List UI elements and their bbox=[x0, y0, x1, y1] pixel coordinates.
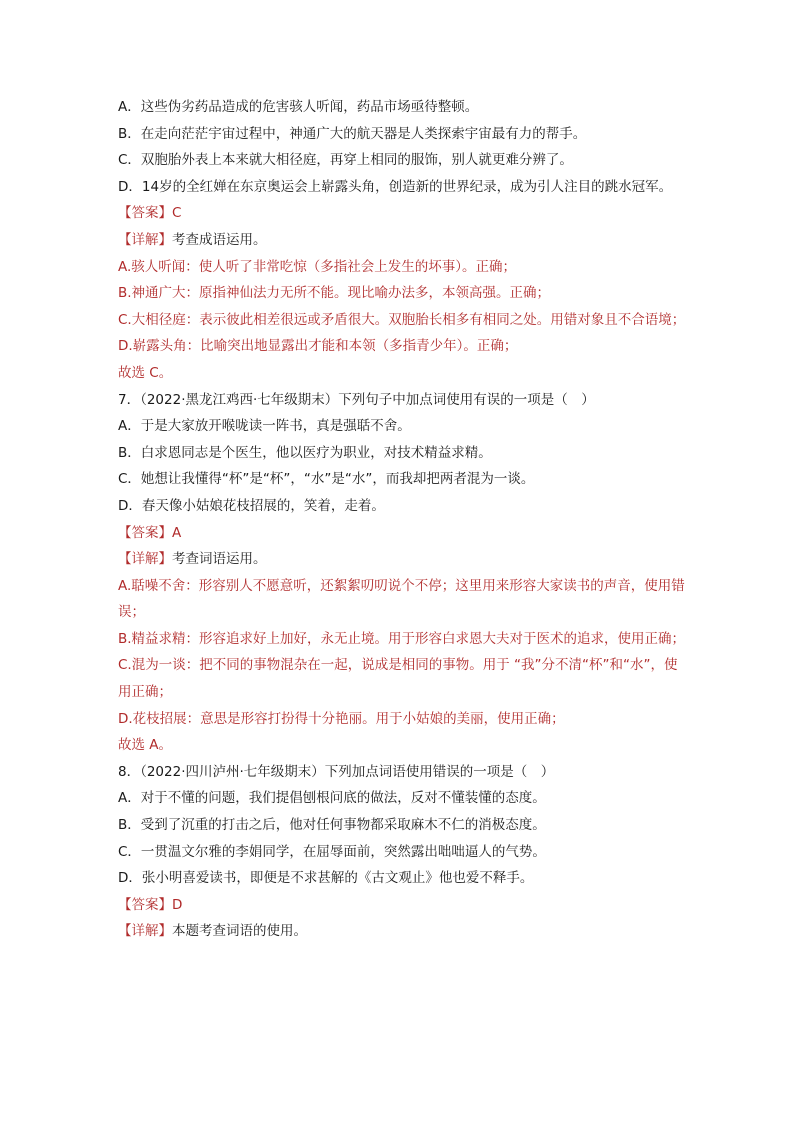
q6-explanation-b: B.神通广大：原指神仙法力无所不能。现比喻办法多，本领高强。正确； bbox=[118, 285, 551, 302]
q6-detail bbox=[118, 227, 688, 254]
answer-tag: 【答案】 bbox=[118, 896, 172, 913]
detail-tag: 【详解】 bbox=[118, 231, 172, 248]
q7-explanation-c: C.混为一谈：把不同的事物混杂在一起，说成是相同的事物。用于 “我”分不清“杯”和“水”，使用正确； bbox=[118, 657, 678, 701]
answer-value: C bbox=[172, 205, 182, 222]
q7-answer bbox=[118, 520, 688, 547]
q7-explanation-d: D.花枝招展：意思是形容打扮得十分艳丽。用于小姑娘的美丽，使用正确； bbox=[118, 710, 565, 727]
q6-conclusion: 故选 C。 bbox=[118, 364, 173, 381]
q8-option-b: B．受到了沉重的打击之后，他对任何事物都采取麻木不仁的消极态度。 bbox=[118, 817, 546, 834]
q6-option-b: B．在走向茫茫宇宙过程中，神通广大的航天器是人类探索宇宙最有力的帮手。 bbox=[118, 125, 587, 142]
detail-text: 本题考查词语的使用。 bbox=[172, 923, 307, 940]
answer-tag: 【答案】 bbox=[118, 205, 172, 222]
q8-question: 8．（2022·四川泸州·七年级期末）下列加点词语使用错误的一项是（ ） bbox=[118, 763, 555, 780]
answer-tag: 【答案】 bbox=[118, 524, 172, 541]
document-body bbox=[118, 94, 688, 945]
q8-option-d: D．张小明喜爱读书，即便是不求甚解的《古文观止》他也爱不释手。 bbox=[118, 870, 534, 887]
q6-explanation-d: D.崭露头角：比喻突出地显露出才能和本领（多指青少年）。正确； bbox=[118, 338, 518, 355]
q6-option-d: D．14岁的全红婵在东京奥运会上崭露头角，创造新的世界纪录，成为引人注目的跳水冠军。 bbox=[118, 178, 673, 195]
q8-detail bbox=[118, 918, 688, 945]
q7-conclusion: 故选 A。 bbox=[118, 737, 173, 754]
detail-text: 考查词语运用。 bbox=[172, 551, 267, 568]
detail-text: 考查成语运用。 bbox=[172, 231, 267, 248]
q7-option-a: A．于是大家放开喉咙读一阵书，真是强聒不舍。 bbox=[118, 418, 411, 435]
q7-explanation-b: B.精益求精：形容追求好上加好，永无止境。用于形容白求恩大夫对于医术的追求，使用正确； bbox=[118, 630, 686, 647]
q7-option-c: C．她想让我懂得“杯”是“杯”，“水”是“水”，而我却把两者混为一谈。 bbox=[118, 471, 535, 488]
detail-tag: 【详解】 bbox=[118, 923, 172, 940]
q6-answer bbox=[118, 200, 688, 227]
q6-explanation-c: C.大相径庭：表示彼此相差很远或矛盾很大。双胞胎长相多有相同之处。用错对象且不合语境； bbox=[118, 311, 686, 328]
q7-question: 7．（2022·黑龙江鸡西·七年级期末）下列句子中加点词使用有误的一项是（ ） bbox=[118, 391, 595, 408]
q7-detail bbox=[118, 546, 688, 573]
detail-tag: 【详解】 bbox=[118, 551, 172, 568]
q7-option-b: B．白求恩同志是个医生，他以医疗为职业，对技术精益求精。 bbox=[118, 444, 492, 461]
q6-explanation-a: A.骇人听闻：使人听了非常吃惊（多指社会上发生的坏事）。正确； bbox=[118, 258, 517, 275]
q8-option-c: C．一贯温文尔雅的李娟同学，在屈辱面前，突然露出咄咄逼人的气势。 bbox=[118, 843, 546, 860]
answer-value: A bbox=[172, 524, 182, 541]
q6-option-a: A．这些伪劣药品造成的危害骇人听闻，药品市场亟待整顿。 bbox=[118, 99, 479, 115]
q8-option-a: A．对于不懂的问题，我们提倡刨根问底的做法，反对不懂装懂的态度。 bbox=[118, 790, 546, 807]
q6-option-c: C．双胞胎外表上本来就大相径庭，再穿上相同的服饰，别人就更难分辨了。 bbox=[118, 152, 573, 169]
q8-answer bbox=[118, 892, 688, 919]
q7-option-d: D．春天像小姑娘花枝招展的，笑着，走着。 bbox=[118, 497, 385, 514]
q7-explanation-a: A.聒噪不舍：形容别人不愿意听，还絮絮叨叨说个不停；这里用来形容大家读书的声音，使用错误； bbox=[118, 577, 685, 621]
answer-value: D bbox=[172, 896, 183, 913]
